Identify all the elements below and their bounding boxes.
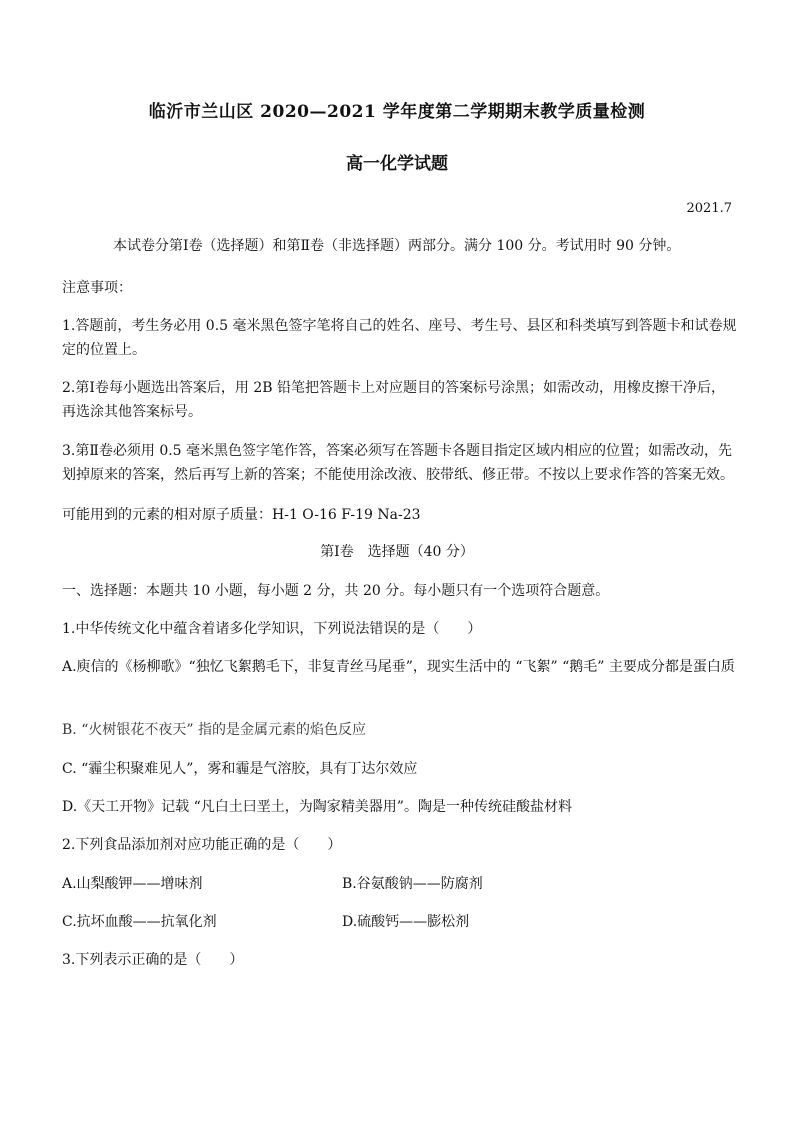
question-2-option-a: A.山梨酸钾——增味剂 — [62, 876, 203, 892]
question-2-option-b: B.谷氨酸钠——防腐剂 — [342, 876, 483, 892]
exam-title: 临沂市兰山区 2020—2021 学年度第二学期期末教学质量检测 — [148, 102, 646, 122]
question-3-stem: 3.下列表示正确的是（ ） — [62, 952, 244, 968]
question-1-option-a: A.庾信的《杨柳歌》“独忆飞絮鹅毛下，非复青丝马尾垂”，现实生活中的 “飞絮” “鹅毛” 主要成分都是蛋白质 — [62, 659, 735, 675]
exam-date: 2021.7 — [686, 201, 732, 216]
exam-intro: 本试卷分第Ⅰ卷（选择题）和第Ⅱ卷（非选择题）两部分。满分 100 分。考试用时 90 分钟。 — [113, 238, 681, 254]
question-2-option-d: D.硫酸钙——膨松剂 — [342, 914, 470, 930]
question-1-option-d: D.《天工开物》记载 “凡白土曰垩土，为陶家精美器用”。陶是一种传统硅酸盐材料 — [62, 799, 572, 815]
section-1-heading: 第Ⅰ卷 选择题（40 分） — [320, 544, 474, 560]
exam-subtitle: 高一化学试题 — [346, 154, 448, 174]
question-2-options-row-2 — [62, 910, 738, 934]
question-1-option-c: C. “霾尘积聚难见人”，雾和霾是气溶胶，具有丁达尔效应 — [62, 761, 418, 777]
notes-item-1: 1.答题前，考生务必用 0.5 毫米黑色签字笔将自己的姓名、座号、考生号、县区和科类填写到答题卡和试卷规定的位置上。 — [62, 318, 737, 358]
question-2-stem: 2.下列食品添加剂对应功能正确的是（ ） — [62, 837, 342, 853]
section-1-instruction: 一、选择题：本题共 10 小题，每小题 2 分，共 20 分。每小题只有一个选项符合题意。 — [62, 583, 610, 599]
notes-item-2: 2.第Ⅰ卷每小题选出答案后，用 2B 铅笔把答题卡上对应题目的答案标号涂黑；如需改动，用橡皮擦干净后，再选涂其他答案标号。 — [62, 380, 725, 420]
question-2-option-c: C.抗坏血酸——抗氧化剂 — [62, 914, 217, 930]
question-2-options-row-1 — [62, 872, 738, 896]
notes-heading: 注意事项： — [62, 280, 132, 296]
question-1-option-b: B. “火树银花不夜天” 指的是金属元素的焰色反应 — [62, 722, 366, 738]
question-1-stem: 1.中华传统文化中蕴含着诸多化学知识，下列说法错误的是（ ） — [62, 621, 482, 637]
notes-item-3: 3.第Ⅱ卷必须用 0.5 毫米黑色签字笔作答，答案必须写在答题卡各题目指定区域内相应的位置；如需改动，先划掉原来的答案，然后再写上新的答案；不能使用涂改液、胶带纸、修正带。不按以上要求作答的答案无效。 — [62, 443, 734, 483]
atomic-masses: 可能用到的元素的相对原子质量：H-1 O-16 F-19 Na-23 — [62, 507, 421, 523]
